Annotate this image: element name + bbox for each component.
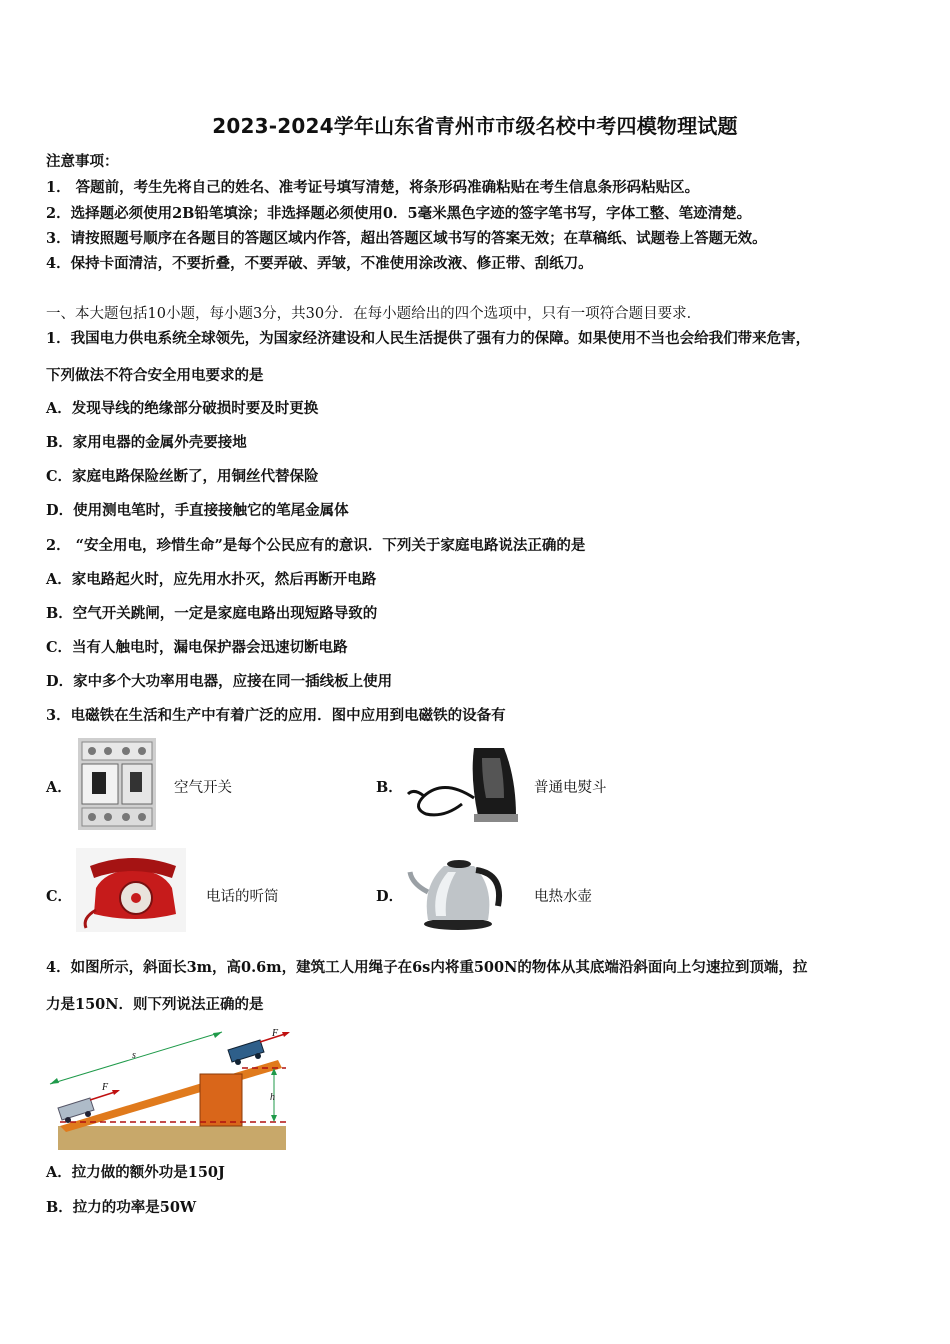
notice-item: 3．请按照题号顺序在各题目的答题区域内作答，超出答题区域书写的答案无效；在草稿纸、试题卷上答题无效。 (46, 230, 767, 247)
q1-option-b: B．家用电器的金属外壳要接地 (46, 434, 247, 451)
notice-item: 2．选择题必须使用2B铅笔填涂；非选择题必须使用0．5毫米黑色字迹的签字笔书写，字体工整、笔迹清楚。 (46, 205, 752, 222)
telephone-image (76, 848, 186, 932)
q2-option-c: C．当有人触电时，漏电保护器会迅速切断电路 (46, 639, 348, 656)
q4-option-a: A．拉力做的额外功是150J (46, 1164, 225, 1181)
notice-item: 4．保持卡面清洁，不要折叠，不要弄破、弄皱，不准使用涂改液、修正带、刮纸刀。 (46, 255, 593, 272)
incline-figure (46, 1028, 292, 1152)
notice-heading: 注意事项： (46, 153, 119, 170)
q4-stem-cont: 力是150N．则下列说法正确的是 (46, 996, 264, 1013)
q3-option-c-letter: C． (46, 888, 73, 905)
q1-option-a: A．发现导线的绝缘部分破损时要及时更换 (46, 400, 319, 417)
label-f2: F (272, 1028, 279, 1039)
q3-option-d-letter: D． (376, 888, 404, 905)
label-f1: F (102, 1082, 109, 1093)
q3-option-d-text: 电热水壶 (534, 889, 592, 905)
notice-item: 1． 答题前，考生先将自己的姓名、准考证号填写清楚，将条形码准确粘贴在考生信息条形码粘贴区。 (46, 179, 700, 196)
q3-option-a-letter: A． (46, 779, 72, 796)
section-heading: 一、本大题包括10小题，每小题3分，共30分．在每小题给出的四个选项中，只有一项符合题目要求． (46, 306, 702, 322)
page-title: 2023-2024学年山东省青州市市级名校中考四模物理试题 (212, 114, 738, 138)
q1-option-c: C．家庭电路保险丝断了，用铜丝代替保险 (46, 468, 319, 485)
q3-option-b-letter: B． (376, 779, 403, 796)
q3-option-b-text: 普通电熨斗 (534, 780, 607, 796)
q3-stem: 3．电磁铁在生活和生产中有着广泛的应用．图中应用到电磁铁的设备有 (46, 707, 506, 724)
q1-stem: 1．我国电力供电系统全球领先，为国家经济建设和人民生活提供了强有力的保障。如果使用不当也会给我们带来危害， (46, 330, 811, 347)
q2-option-a: A．家电路起火时，应先用水扑灭，然后再断开电路 (46, 571, 377, 588)
q4-stem: 4．如图所示，斜面长3m，高0.6m，建筑工人用绳子在6s内将重500N的物体从其底端沿斜面向上匀速拉到顶端，拉 (46, 959, 808, 976)
q2-option-b: B．空气开关跳闸，一定是家庭电路出现短路导致的 (46, 605, 378, 622)
q4-option-b: B．拉力的功率是50W (46, 1199, 197, 1216)
q2-option-d: D．家中多个大功率用电器，应接在同一插线板上使用 (46, 673, 393, 690)
label-s: s (132, 1050, 136, 1061)
kettle-image (406, 846, 508, 934)
label-h: h (270, 1092, 275, 1103)
q3-option-c-text: 电话的听筒 (206, 889, 279, 905)
q2-stem: 2． “安全用电，珍惜生命”是每个公民应有的意识．下列关于家庭电路说法正确的是 (46, 537, 586, 554)
cart-top (228, 1040, 264, 1065)
q1-option-d: D．使用测电笔时，手直接接触它的笔尾金属体 (46, 502, 349, 519)
q1-stem-cont: 下列做法不符合安全用电要求的是 (46, 367, 264, 384)
air-switch-image (78, 738, 156, 830)
q3-option-a-text: 空气开关 (174, 780, 232, 796)
iron-image (404, 738, 522, 830)
